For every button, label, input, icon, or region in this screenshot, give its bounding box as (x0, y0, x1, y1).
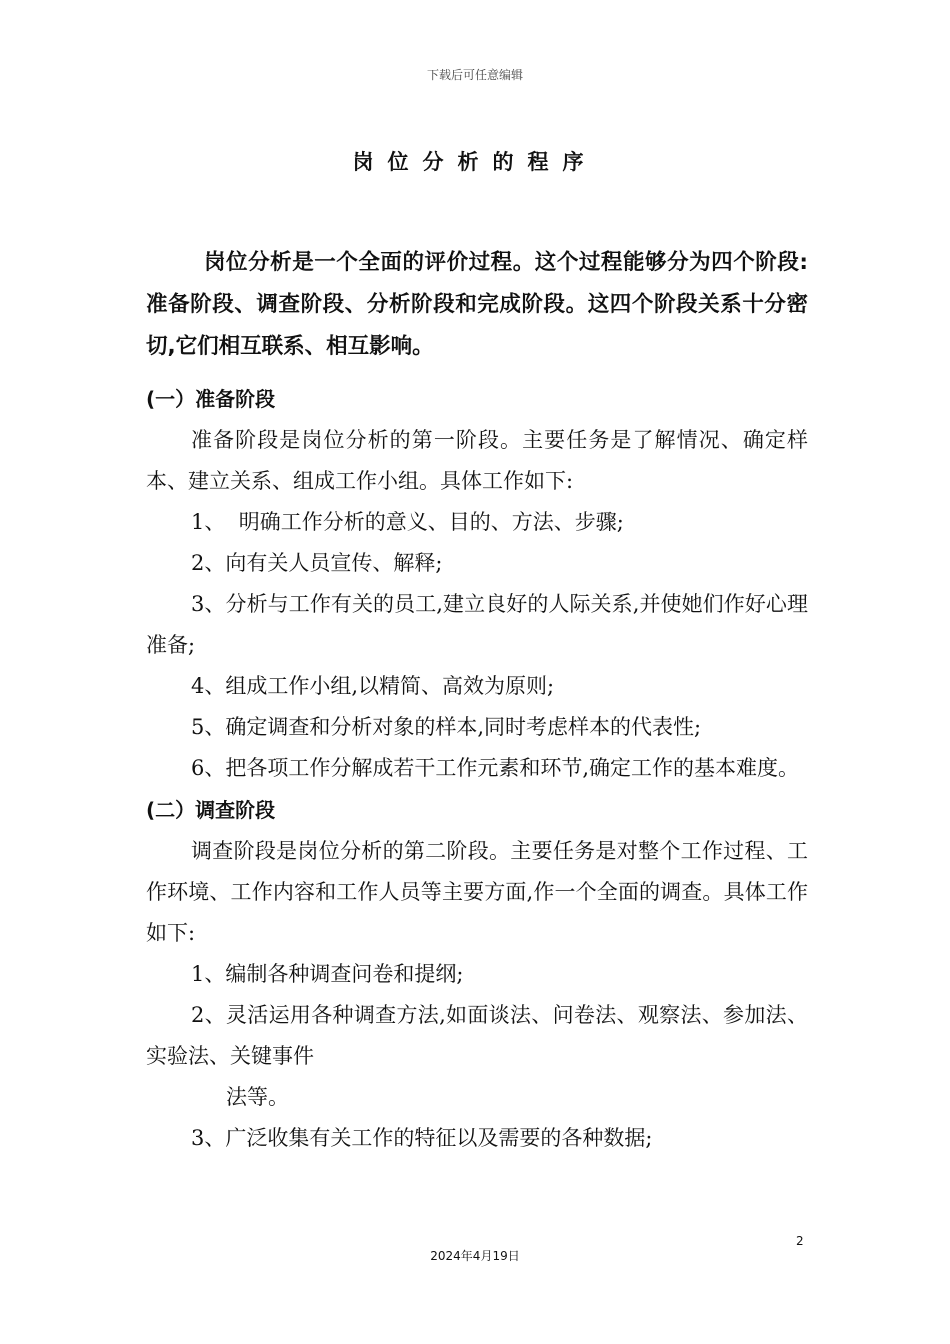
list-item: 2、向有关人员宣传、解释; (191, 551, 443, 575)
list-item: 1、 明确工作分析的意义、目的、方法、步骤; (191, 510, 624, 534)
page-number: 2 (796, 1234, 804, 1248)
list-item: 2、灵活运用各种调查方法,如面谈法、问卷法、观察法、参加法、实验法、关键事件 (146, 1003, 808, 1068)
document-body (146, 242, 808, 1159)
section-heading-preparation: (一）准备阶段 (146, 387, 276, 411)
list-item-continuation: 法等。 (226, 1085, 289, 1109)
list-item: 5、确定调查和分析对象的样本,同时考虑样本的代表性; (191, 715, 702, 739)
intro-paragraph: 岗位分析是一个全面的评价过程。这个过程能够分为四个阶段:准备阶段、调查阶段、分析阶段和完成阶段。这四个阶段关系十分密切,它们相互联系、相互影响。 (146, 250, 808, 359)
section-body: 调查阶段是岗位分析的第二阶段。主要任务是对整个工作过程、工作环境、工作内容和工作人员等主要方面,作一个全面的调查。具体工作如下: (146, 839, 808, 945)
header-note: 下载后可任意编辑 (426, 68, 523, 82)
section-heading-investigation: (二）调查阶段 (146, 798, 276, 822)
footer-date: 2024年4月19日 (430, 1249, 520, 1263)
list-item: 1、编制各种调查问卷和提纲; (191, 962, 464, 986)
section-body: 准备阶段是岗位分析的第一阶段。主要任务是了解情况、确定样本、建立关系、组成工作小组。具体工作如下: (146, 428, 808, 493)
list-item: 4、组成工作小组,以精简、高效为原则; (191, 674, 555, 698)
list-item: 3、分析与工作有关的员工,建立良好的人际关系,并使她们作好心理准备; (146, 592, 808, 657)
list-item: 6、把各项工作分解成若干工作元素和环节,确定工作的基本难度。 (191, 756, 800, 780)
list-item: 3、广泛收集有关工作的特征以及需要的各种数据; (191, 1126, 653, 1150)
document-title: 岗位分析的程序 (352, 150, 598, 174)
